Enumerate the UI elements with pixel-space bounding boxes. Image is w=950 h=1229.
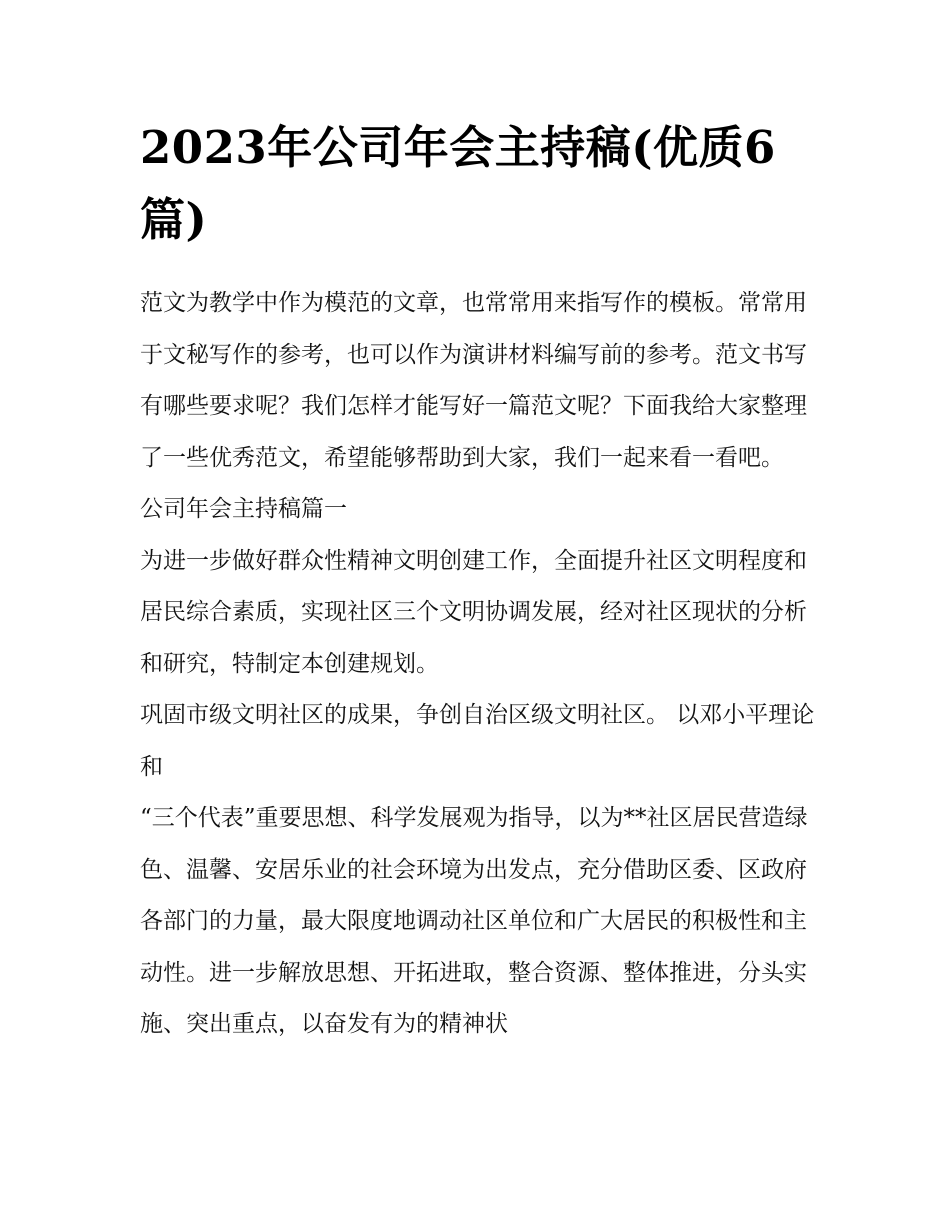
- document-title: 2023年公司年会主持稿(优质6篇): [140, 121, 776, 246]
- document-body: [140, 278, 820, 1051]
- body-paragraph: 巩固市级文明社区的成果，争创自治区级文明社区。 以邓小平理论和: [140, 702, 815, 780]
- body-paragraph: “三个代表”重要思想、科学发展观为指导，以为**社区居民营造绿色、温馨、安居乐业的社会环境为出发点，充分借助区委、区政府各部门的力量，最大限度地调动社区单位和广大居民的积极性和主动性。进一步解放思想、开拓进取，整合资源、整体推进，分头实施、突出重点，以奋发有为的精神状: [140, 805, 808, 1037]
- intro-paragraph: 范文为教学中作为模范的文章，也常常用来指写作的模板。常常用于文秘写作的参考，也可以作为演讲材料编写前的参考。范文书写有哪些要求呢？我们怎样才能写好一篇范文呢？下面我给大家整理了一些优秀范文，希望能够帮助到大家，我们一起来看一看吧。: [140, 290, 807, 471]
- body-paragraph: 为进一步做好群众性精神文明创建工作，全面提升社区文明程度和居民综合素质，实现社区三个文明协调发展，经对社区现状的分析和研究，特制定本创建规划。: [140, 547, 807, 677]
- section-heading: 公司年会主持稿篇一: [140, 496, 347, 522]
- document-page: [140, 112, 820, 1051]
